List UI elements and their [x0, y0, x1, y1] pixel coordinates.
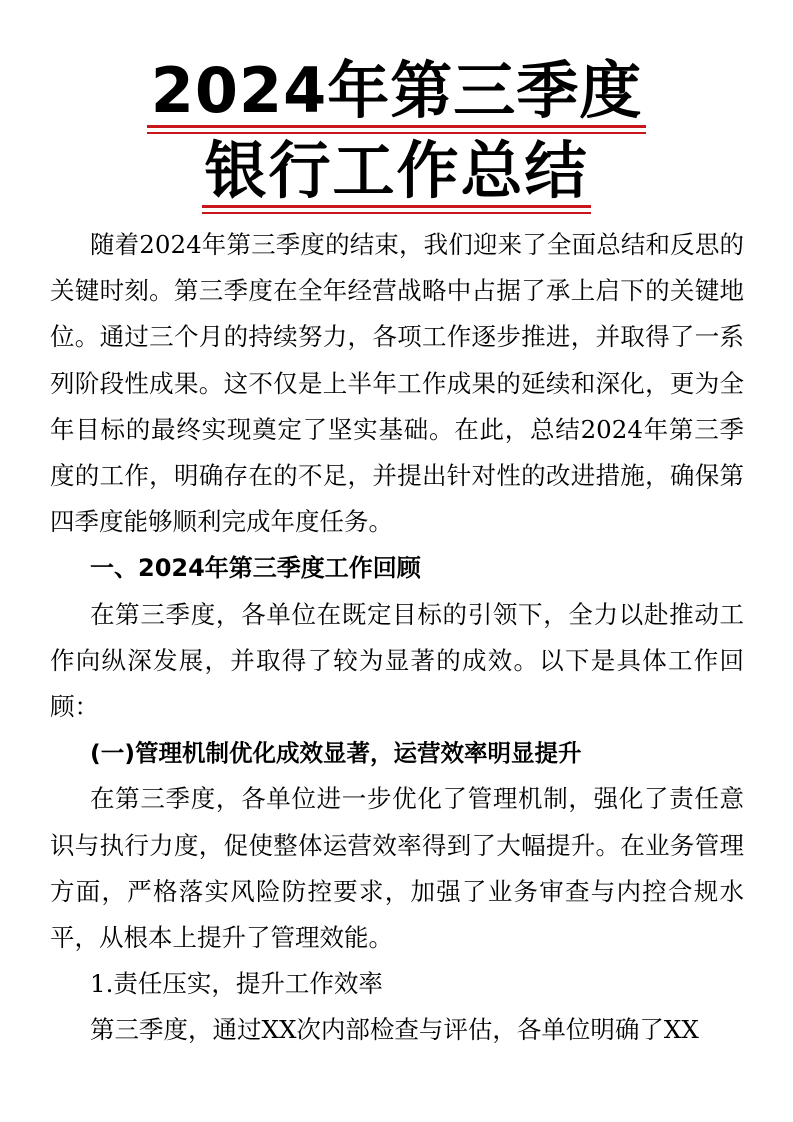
subsection-paragraph-1: 在第三季度，各单位进一步优化了管理机制，强化了责任意识与执行力度，促使整体运营效率得到了大幅提升。在业务管理方面，严格落实风险防控要求，加强了业务审查与内控合规水平，从根本上提升了管理效能。 — [50, 784, 744, 953]
document-body — [50, 222, 744, 1054]
item-heading-1: 1.责任压实，提升工作效率 — [90, 969, 383, 999]
subsection-heading-1: (一)管理机制优化成效显著，运营效率明显提升 — [90, 739, 582, 768]
title-text-1: 2024年第三季度 — [150, 54, 643, 127]
title-text-2: 银行工作总结 — [204, 134, 589, 207]
section-heading-1: 一、2024年第三季度工作回顾 — [90, 554, 421, 583]
intro-paragraph: 随着2024年第三季度的结束，我们迎来了全面总结和反思的关键时刻。第三季度在全年经营战略中占据了承上启下的关键地位。通过三个月的持续努力，各项工作逐步推进，并取得了一系列阶段性成果。这不仅是上半年工作成果的延续和深化，更为全年目标的最终实现奠定了坚实基础。在此，总结2024年第三季度的工作，明确存在的不足，并提出针对性的改进措施，确保第四季度能够顺利完成年度任务。 — [50, 230, 744, 537]
item-paragraph-1: 第三季度，通过XX次内部检查与评估，各单位明确了XX — [90, 1015, 699, 1045]
document-title-line-1 — [0, 54, 793, 127]
section-intro-paragraph: 在第三季度，各单位在既定目标的引领下，全力以赴推动工作向纵深发展，并取得了较为显著的成效。以下是具体工作回顾： — [50, 599, 744, 722]
document-title-line-2 — [0, 134, 793, 207]
